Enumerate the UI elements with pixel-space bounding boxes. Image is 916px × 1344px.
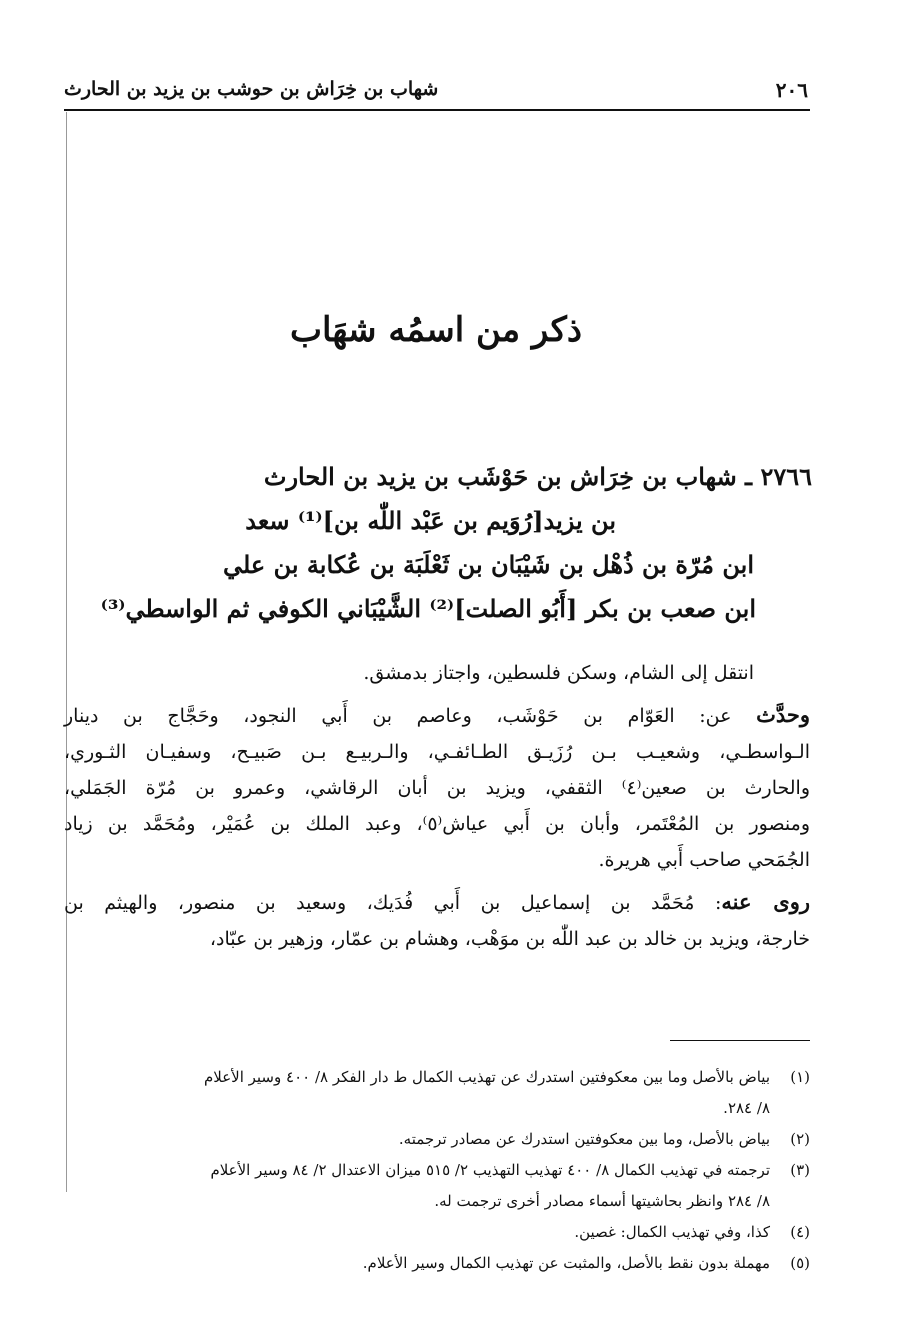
rawa-label: روى عنه (721, 889, 811, 914)
footnote-number: (٥) (790, 1254, 810, 1272)
body-line-text: عن: العَوّام بن حَوْشَب، وعاصم بن أَبي النجود، وحَجَّاج بن دينار (64, 705, 732, 727)
footnote-number: (٤) (790, 1223, 810, 1241)
section-title: ذكر من اسمُه شهَاب (289, 310, 583, 350)
haddath-label: وحدَّث (756, 702, 810, 727)
footnote (64, 1155, 810, 1217)
footnote-text: بياض بالأصل وما بين معكوفتين استدرك عن تهذيب الكمال ط دار الفكر ٨/ ٤٠٠ وسير الأعلام (203, 1068, 770, 1086)
page-binding-edge (66, 112, 67, 1192)
body-line: الجُمَحي صاحب أَبي هريرة. (598, 849, 810, 871)
body-line-text: : مُحَمَّد بن إسماعيل بن أَبي فُدَيك، وسعيد بن منصور، والهيثم بن (64, 892, 722, 914)
body-line (64, 884, 810, 921)
footnote-text: مهملة بدون نقط بالأصل، والمثبت عن تهذيب الكمال وسير الأعلام. (362, 1254, 770, 1272)
entry-heading (100, 455, 812, 631)
footnotes (64, 1062, 810, 1279)
footnote-separator (670, 1040, 810, 1041)
body-line: ومنصور بن المُعْتَمر، وأبان بن أَبي عياش⁽٥⁾، وعبد الملك بن عُمَيْر، ومُحَمَّد بن زياد (64, 813, 811, 835)
entry-body (64, 655, 810, 957)
page-header (64, 72, 808, 112)
footnote-text: ترجمته في تهذيب الكمال ٨/ ٤٠٠ تهذيب التهذيب ٢/ ٥١٥ ميزان الاعتدال ٢/ ٨٤ وسير الأعلام (210, 1161, 770, 1179)
body-line (64, 697, 810, 734)
body-line: خارجة، ويزيد بن خالد بن عبد اللّٰه بن موَهْب، وهشام بن عمّار، وزهير بن عبّاد، (209, 928, 810, 950)
footnote (64, 1248, 810, 1279)
footnote-number: (١) (790, 1068, 810, 1086)
footnote-text: كذا، وفي تهذيب الكمال: غصين. (574, 1223, 770, 1241)
running-title: شهاب بن خِرَاش بن حوشب بن يزيد بن الحارث (64, 78, 439, 100)
footnote (64, 1062, 810, 1124)
haddath-paragraph (64, 697, 810, 878)
footnote (64, 1217, 810, 1248)
footnote-text: ٨/ ٢٨٤. (723, 1099, 770, 1117)
entry-heading-line: ٢٧٦٦ ـ شهاب بن خِرَاش بن حَوْشَب بن يزيد بن الحارث (263, 462, 812, 491)
page-number: ٢٠٦ (775, 78, 808, 102)
intro-paragraph (64, 655, 810, 691)
footnote-text: ٨/ ٢٨٤ وانظر بحاشيتها أسماء مصادر أخرى ترجمت له. (434, 1192, 770, 1210)
footnote-number: (٣) (790, 1161, 810, 1179)
rawa-paragraph (64, 884, 810, 957)
body-line: الـواسطـي، وشعيـب بـن رُزَيـق الطـائفـي، والـربيـع بـن صَبيـح، وسفيـان الثـوري، (64, 741, 810, 763)
intro-text: انتقل إلى الشام، وسكن فلسطين، واجتاز بدمشق. (363, 662, 754, 684)
footnote-text: بياض بالأصل، وما بين معكوفتين استدرك عن مصادر ترجمته. (398, 1130, 770, 1148)
entry-heading-line: بن يزيد[رُوَيم بن عَبْد اللّٰه بن]⁽¹⁾ سعد (245, 506, 616, 535)
header-rule (64, 109, 810, 111)
footnote-number: (٢) (790, 1130, 810, 1148)
body-line: والحارث بن صعين⁽٤⁾ الثقفي، ويزيد بن أبان الرقاشي، وعمرو بن مُرّة الجَمَلي، (64, 777, 810, 799)
footnote (64, 1124, 810, 1155)
entry-heading-line: ابن صعب بن بكر [أَبُو الصلت]⁽²⁾ الشَّيْبَاني الكوفي ثم الواسطي⁽³⁾ (100, 594, 756, 623)
entry-heading-line: ابن مُرّة بن ذُهْل بن شَيْبَان بن ثَعْلَبَة بن عُكابة بن علي (222, 550, 754, 579)
